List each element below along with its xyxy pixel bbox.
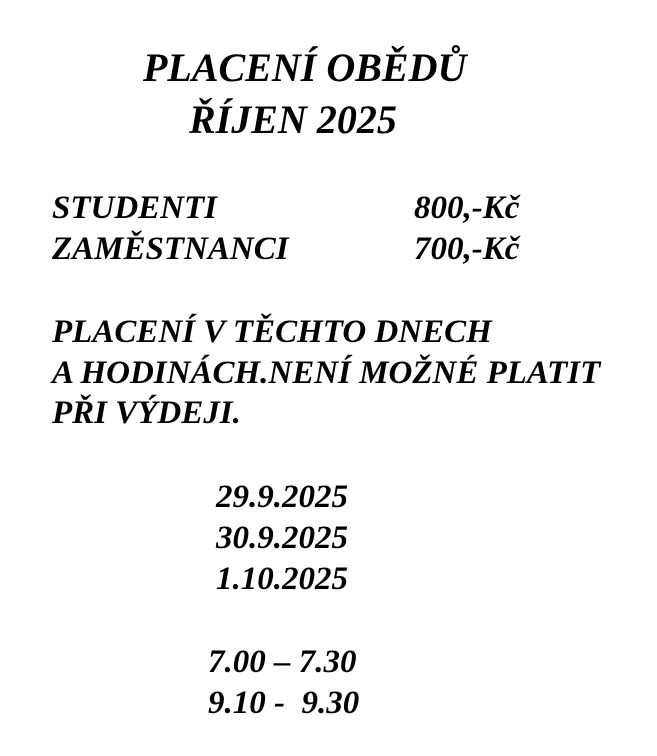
payment-time-1: 7.00 – 7.30 <box>208 644 357 680</box>
payment-date-3: 1.10.2025 <box>216 561 348 597</box>
notice-line-2: A HODINÁCH.NENÍ MOŽNÉ PLATIT <box>52 355 601 391</box>
price-label-students: STUDENTI <box>52 190 218 226</box>
price-value-employees: 700,-Kč <box>414 231 520 267</box>
price-label-employees: ZAMĚSTNANCI <box>52 231 289 267</box>
page-subtitle-month: ŘÍJEN 2025 <box>189 97 397 142</box>
notice-line-3: PŘI VÝDEJI. <box>52 395 241 431</box>
notice-line-1: PLACENÍ V TĚCHTO DNECH <box>52 314 492 350</box>
payment-date-2: 30.9.2025 <box>216 520 348 556</box>
page-title: PLACENÍ OBĚDŮ <box>143 45 467 90</box>
price-value-students: 800,-Kč <box>414 190 520 226</box>
payment-time-2: 9.10 - 9.30 <box>208 685 360 721</box>
payment-date-1: 29.9.2025 <box>216 479 348 515</box>
